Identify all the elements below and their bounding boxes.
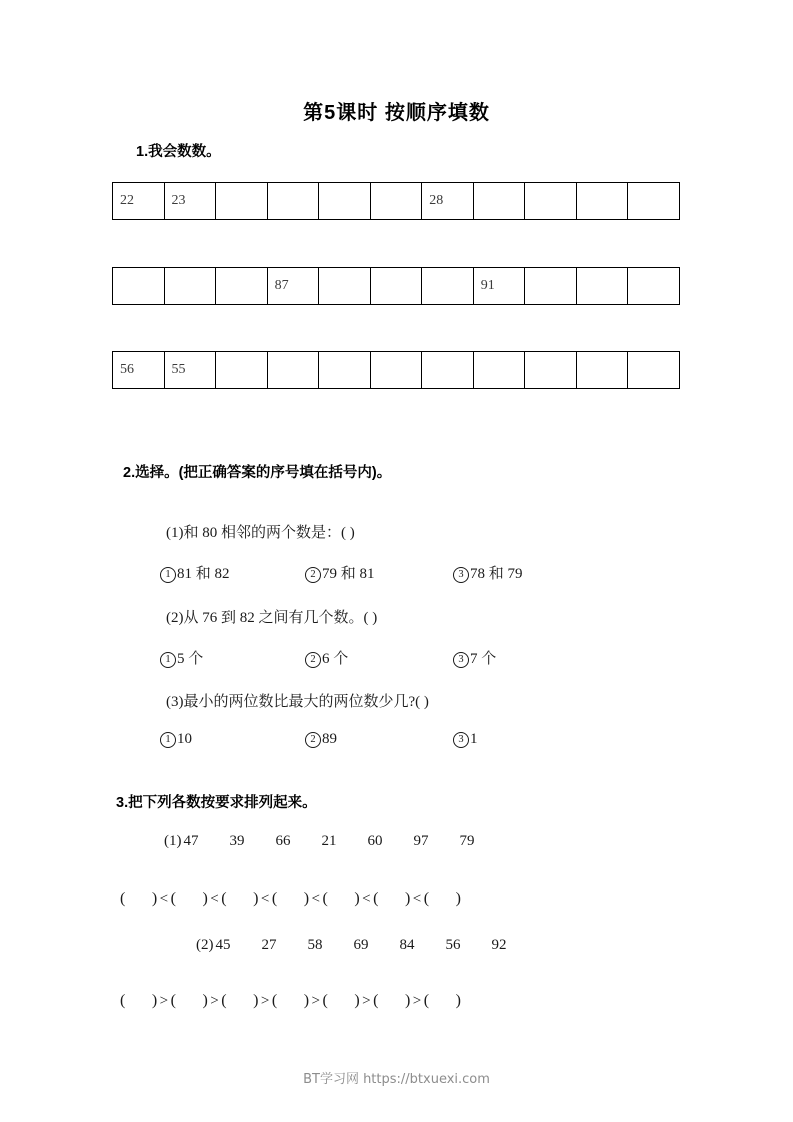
table-cell[interactable] [370,183,422,220]
circled-marker-icon: 2 [305,652,321,668]
answer-blanks-ascending [120,890,461,908]
answer-blank[interactable]: ( ) [322,992,361,1009]
answer-blank[interactable]: ( ) [373,992,411,1009]
table-cell[interactable] [422,268,474,305]
table-cell[interactable] [113,268,165,305]
table-cell[interactable] [370,352,422,389]
answer-blanks-descending [120,992,461,1010]
comparison-operator: > [159,993,169,1009]
number-value: 69 [353,937,369,953]
option-2a[interactable] [160,647,203,668]
answer-blank[interactable]: ( ) [322,890,361,907]
table-cell[interactable] [628,268,680,305]
table-cell[interactable] [525,268,577,305]
table-cell[interactable]: 22 [113,183,165,220]
table-cell[interactable] [267,352,319,389]
question-1-options [0,562,793,584]
comparison-operator: > [362,993,372,1009]
ordering-numbers-1 [164,833,506,850]
table-cell[interactable] [319,183,371,220]
option-label: 78 和 79 [470,566,523,582]
circled-marker-icon: 1 [160,567,176,583]
circled-marker-icon: 2 [305,732,321,748]
comparison-operator: > [260,993,270,1009]
table-cell[interactable]: 55 [164,352,216,389]
option-1b[interactable] [305,562,375,583]
circled-marker-icon: 3 [453,732,469,748]
option-label: 6 个 [322,651,349,667]
table-cell[interactable] [164,268,216,305]
table-cell[interactable] [370,268,422,305]
number-value: 47 [183,833,199,849]
question-3-stem: (3)最小的两位数比最大的两位数少几?( ) [166,694,429,710]
number-value: 66 [275,833,291,849]
count-table-1 [112,182,680,220]
number-value: 92 [491,937,507,953]
option-2b[interactable] [305,647,348,668]
option-label: 89 [322,731,337,747]
table-cell[interactable] [473,183,525,220]
option-label: 1 [470,731,478,747]
table-cell[interactable]: 56 [113,352,165,389]
comparison-operator: < [210,891,220,907]
table-cell[interactable] [473,352,525,389]
question-1-stem: (1)和 80 相邻的两个数是：( ) [166,525,355,541]
table-row [113,352,680,389]
option-3c[interactable] [453,731,478,748]
table-cell[interactable] [576,352,628,389]
answer-blank[interactable]: ( ) [170,890,209,907]
table-cell[interactable] [319,352,371,389]
number-value: 84 [399,937,415,953]
answer-blank[interactable]: ( ) [423,992,462,1009]
answer-blank[interactable]: ( ) [373,890,411,907]
answer-blank[interactable]: ( ) [120,992,158,1009]
option-1a[interactable] [160,562,230,583]
table-cell[interactable] [216,183,268,220]
circled-marker-icon: 3 [453,652,469,668]
item-label: (1) [164,833,182,849]
number-value: 27 [261,937,277,953]
table-cell[interactable] [525,352,577,389]
section-heading-1: 1.我会数数。 [136,144,221,160]
table-row [113,268,680,305]
question-2-options [0,647,793,669]
comparison-operator: < [311,891,321,907]
answer-blank[interactable]: ( ) [271,992,310,1009]
number-value: 79 [459,833,475,849]
number-value: 21 [321,833,337,849]
answer-blank[interactable]: ( ) [423,890,462,907]
answer-blank[interactable]: ( ) [221,890,259,907]
option-label: 7 个 [470,651,497,667]
comparison-operator: > [311,993,321,1009]
option-label: 5 个 [177,651,204,667]
number-value: 56 [445,937,461,953]
question-3-options [0,731,793,753]
table-cell[interactable]: 91 [473,268,525,305]
answer-blank[interactable]: ( ) [120,890,158,907]
comparison-operator: > [412,993,422,1009]
option-label: 79 和 81 [322,566,375,582]
table-cell[interactable] [319,268,371,305]
number-value: 39 [229,833,245,849]
section-heading-3: 3.把下列各数按要求排列起来。 [116,795,317,811]
circled-marker-icon: 2 [305,567,321,583]
section-heading-2: 2.选择。(把正确答案的序号填在括号内)。 [123,465,392,481]
number-value: 58 [307,937,323,953]
option-1c[interactable] [453,562,523,583]
table-cell[interactable] [216,268,268,305]
circled-marker-icon: 1 [160,652,176,668]
option-3a[interactable] [160,731,192,748]
ordering-numbers-2 [196,937,538,954]
number-value: 97 [413,833,429,849]
answer-blank[interactable]: ( ) [170,992,209,1009]
table-cell[interactable] [525,183,577,220]
table-cell[interactable]: 87 [267,268,319,305]
number-value: 45 [215,937,231,953]
table-cell[interactable] [267,183,319,220]
count-table-2 [112,267,680,305]
page-title: 第5课时 按顺序填数 [303,102,490,124]
comparison-operator: < [362,891,372,907]
number-value: 60 [367,833,383,849]
comparison-operator: > [210,993,220,1009]
table-cell[interactable] [576,268,628,305]
option-3b[interactable] [305,731,337,748]
table-cell[interactable] [628,352,680,389]
count-table-3 [112,351,680,389]
table-row [113,183,680,220]
footer-watermark: BT学习网 https://btxuexi.com [303,1072,490,1087]
comparison-operator: < [159,891,169,907]
option-2c[interactable] [453,647,496,668]
table-cell[interactable] [628,183,680,220]
item-label: (2) [196,937,214,953]
option-label: 10 [177,731,192,747]
circled-marker-icon: 1 [160,732,176,748]
comparison-operator: < [412,891,422,907]
circled-marker-icon: 3 [453,567,469,583]
answer-blank[interactable]: ( ) [271,890,310,907]
table-cell[interactable] [216,352,268,389]
option-label: 81 和 82 [177,566,230,582]
answer-blank[interactable]: ( ) [221,992,259,1009]
table-cell[interactable]: 28 [422,183,474,220]
comparison-operator: < [260,891,270,907]
table-cell[interactable]: 23 [164,183,216,220]
table-cell[interactable] [576,183,628,220]
table-cell[interactable] [422,352,474,389]
question-2-stem: (2)从 76 到 82 之间有几个数。( ) [166,610,378,626]
